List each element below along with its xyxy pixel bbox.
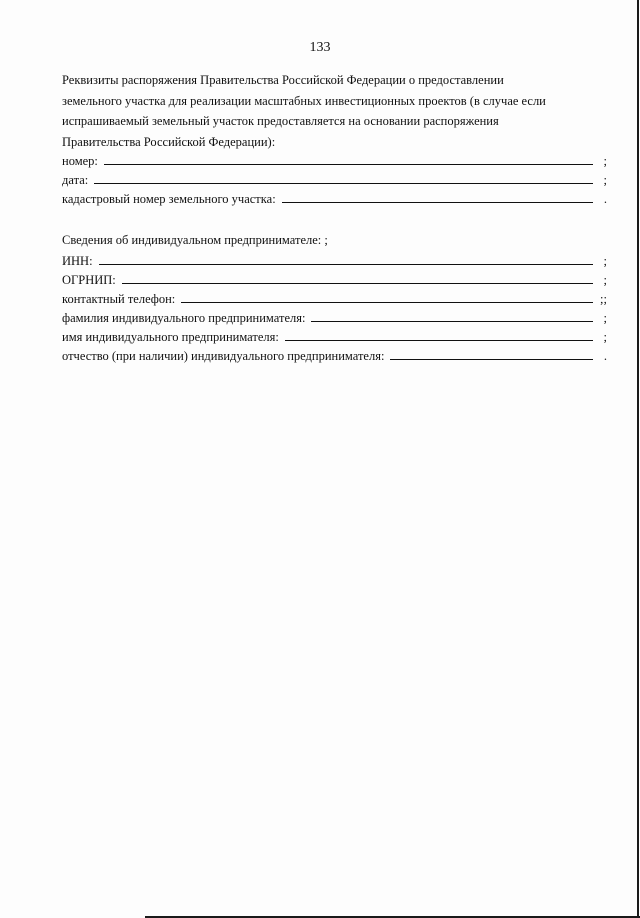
field-patronymic bbox=[62, 345, 607, 364]
field-label: номер: bbox=[62, 154, 98, 168]
field-inn bbox=[62, 250, 607, 269]
intro-line: Реквизиты распоряжения Правительства Российской Федерации о предоставлении bbox=[62, 73, 504, 87]
intro-line: испрашиваемый земельный участок предоставляется на основании распоряжения bbox=[62, 114, 499, 128]
order-fields bbox=[62, 150, 607, 207]
field-terminator: ; bbox=[603, 173, 607, 187]
field-label: ИНН: bbox=[62, 254, 93, 268]
field-label: фамилия индивидуального предпринимателя: bbox=[62, 311, 306, 325]
field-cadastral-number bbox=[62, 188, 607, 207]
fill-line[interactable] bbox=[390, 359, 593, 360]
field-terminator: ; bbox=[603, 273, 607, 287]
scan-edge-right bbox=[637, 0, 639, 918]
intro-line: земельного участка для реализации масштабных инвестиционных проектов (в случае если bbox=[62, 93, 546, 108]
field-terminator: ;; bbox=[600, 292, 607, 306]
fill-line[interactable] bbox=[181, 302, 593, 303]
field-first-name bbox=[62, 326, 607, 345]
field-terminator: ; bbox=[603, 154, 607, 168]
fill-line[interactable] bbox=[94, 183, 593, 184]
field-terminator: ; bbox=[603, 311, 607, 325]
field-order-number bbox=[62, 150, 607, 169]
field-label: имя индивидуального предпринимателя: bbox=[62, 330, 279, 344]
field-label: ОГРНИП: bbox=[62, 273, 116, 287]
section-heading: Сведения об индивидуальном предпринимателе: ; bbox=[62, 233, 328, 247]
fill-line[interactable] bbox=[99, 264, 593, 265]
fill-line[interactable] bbox=[311, 321, 593, 322]
field-terminator: ; bbox=[603, 254, 607, 268]
fill-line[interactable] bbox=[122, 283, 593, 284]
field-ogrnip bbox=[62, 269, 607, 288]
field-surname bbox=[62, 307, 607, 326]
field-terminator: ; bbox=[603, 330, 607, 344]
intro-line: Правительства Российской Федерации): bbox=[62, 134, 276, 149]
fill-line[interactable] bbox=[282, 202, 593, 203]
fill-line[interactable] bbox=[285, 340, 593, 341]
field-phone bbox=[62, 288, 607, 307]
fill-line[interactable] bbox=[104, 164, 593, 165]
field-label: контактный телефон: bbox=[62, 292, 176, 306]
field-terminator: . bbox=[603, 349, 607, 363]
field-order-date bbox=[62, 169, 607, 188]
intro-paragraph bbox=[62, 70, 607, 152]
field-label: отчество (при наличии) индивидуального предпринимателя: bbox=[62, 349, 385, 363]
page-number: 133 bbox=[309, 40, 331, 55]
field-label: дата: bbox=[62, 173, 89, 187]
field-label: кадастровый номер земельного участка: bbox=[62, 192, 276, 206]
field-terminator: . bbox=[603, 192, 607, 206]
entrepreneur-section bbox=[62, 230, 607, 364]
